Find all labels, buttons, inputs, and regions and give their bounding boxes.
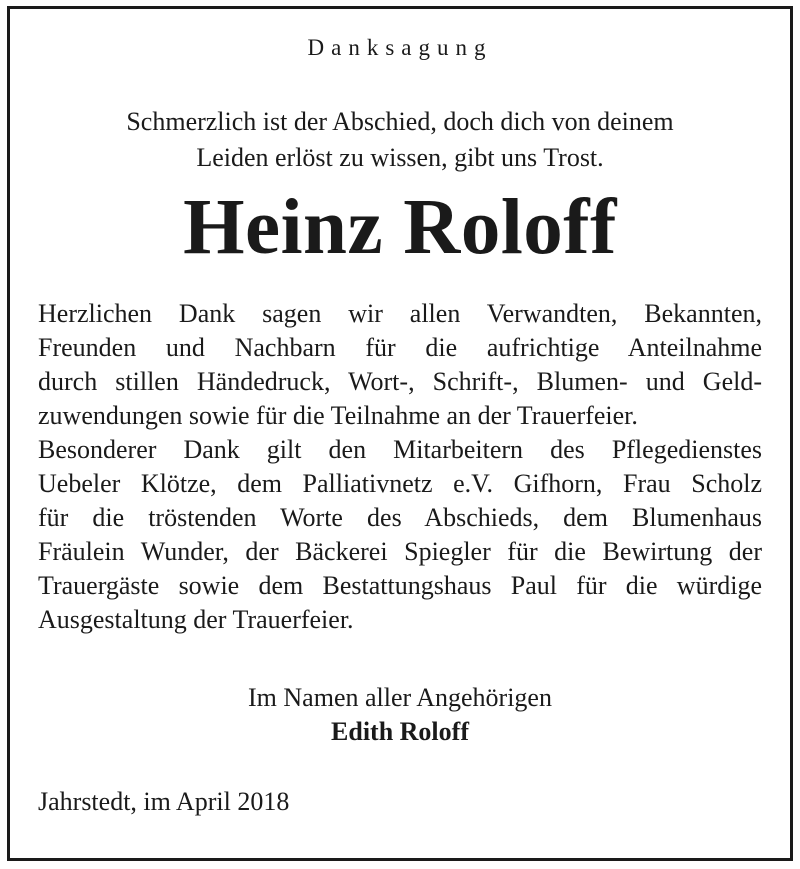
body-line: zuwendungen sowie für die Teilnahme an der Trauerfeier. [38, 401, 638, 430]
notice-heading: Danksagung [307, 35, 493, 60]
signer-name: Edith Roloff [331, 717, 469, 746]
signature-intro: Im Namen aller Angehörigen [248, 683, 552, 712]
body-line: Besonderer Dank gilt den Mitarbeitern des Pflegedienstes [38, 435, 762, 464]
body-line: durch stillen Händedruck, Wort-, Schrift-, Blumen- und Geld- [38, 367, 762, 396]
quote-line: Leiden erlöst zu wissen, gibt uns Trost. [196, 143, 604, 172]
signature-block [0, 681, 800, 749]
body-line: Freunden und Nachbarn für die aufrichtige Anteilnahme [38, 333, 762, 362]
place-date: Jahrstedt, im April 2018 [38, 787, 290, 816]
body-line: für die tröstenden Worte des Abschieds, dem Blumenhaus [38, 503, 762, 532]
body-line: Ausgestaltung der Trauerfeier. [38, 605, 354, 634]
body-line: Fräulein Wunder, der Bäckerei Spiegler für die Bewirtung der [38, 537, 762, 566]
memorial-quote [0, 104, 800, 176]
deceased-name: Heinz Roloff [183, 184, 617, 271]
quote-line: Schmerzlich ist der Abschied, doch dich von deinem [126, 107, 674, 136]
thank-you-text [38, 297, 762, 637]
body-line: Uebeler Klötze, dem Palliativnetz e.V. Gifhorn, Frau Scholz [38, 469, 762, 498]
body-line: Herzlichen Dank sagen wir allen Verwandten, Bekannten, [38, 299, 762, 328]
body-line: Trauergäste sowie dem Bestattungshaus Paul für die würdige [38, 571, 762, 600]
